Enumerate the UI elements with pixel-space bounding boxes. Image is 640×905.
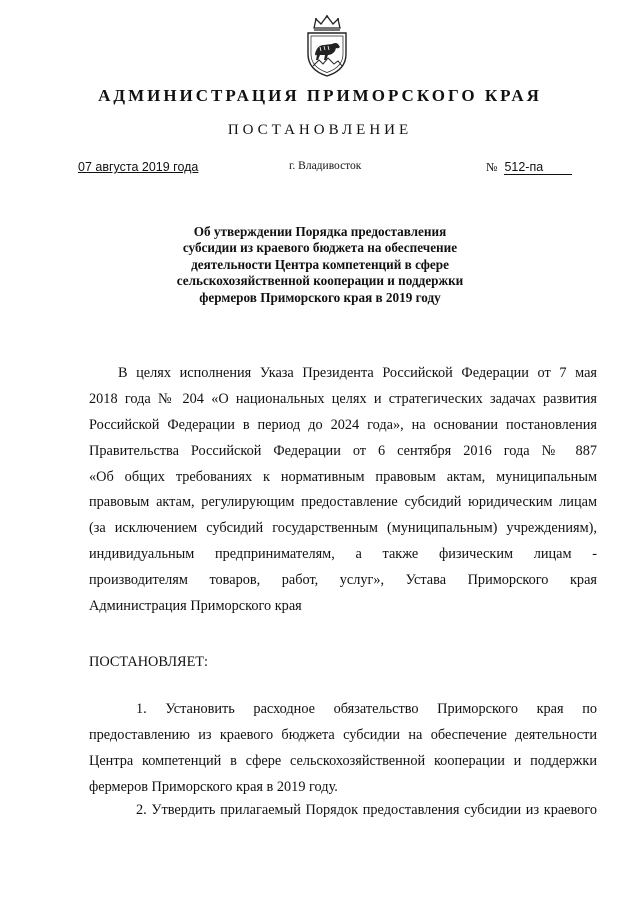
title-line: фермеров Приморского края в 2019 году xyxy=(199,289,441,305)
organization-name: АДМИНИСТРАЦИЯ ПРИМОРСКОГО КРАЯ xyxy=(98,86,542,105)
preamble-line: (за исключением субсидий государственным (муниципальным) учреждениям), xyxy=(89,520,597,537)
preamble-line: 2018 года № 204 «О национальных целях и стратегических задачах развития xyxy=(89,390,597,407)
decree-word: ПОСТАНОВЛЯЕТ: xyxy=(89,654,209,670)
preamble-line: правовым актам, регулирующим предоставление субсидий юридическим лицам xyxy=(89,494,597,511)
preamble-line: В целях исполнения Указа Президента Российской Федерации от 7 мая xyxy=(118,365,597,381)
item-1-line: 1. Установить расходное обязательство Приморского края по xyxy=(136,701,597,717)
item-1-line: предоставлению из краевого бюджета субсидии на обеспечение деятельности xyxy=(89,726,597,743)
title-line: деятельности Центра компетенций в сфере xyxy=(191,256,449,272)
title-line: сельскохозяйственной кооперации и поддержки xyxy=(176,273,464,289)
document-number: 512-па xyxy=(504,161,572,175)
item-1-line: фермеров Приморского края в 2019 году. xyxy=(89,778,338,795)
preamble-line: Российской Федерации в период до 2024 года», на основании постановления xyxy=(89,416,597,433)
item-2-line: 2. Утвердить прилагаемый Порядок предоставления субсидии из краевого xyxy=(136,802,597,818)
document-number-block xyxy=(486,160,572,175)
coat-of-arms-icon xyxy=(302,14,352,78)
document-date: 07 августа 2019 года xyxy=(78,160,199,174)
document-type: ПОСТАНОВЛЕНИЕ xyxy=(227,122,413,138)
preamble-line: «Об общих требованиях к нормативным правовым актам, муниципальным xyxy=(89,468,597,485)
preamble-paragraph xyxy=(89,361,597,620)
document-title xyxy=(150,224,490,306)
title-line: Об утверждении Порядка предоставления xyxy=(193,224,447,239)
preamble-line: Администрация Приморского края xyxy=(89,598,302,615)
preamble-line: производителям товаров, работ, услуг», Устава Приморского края xyxy=(89,572,597,589)
title-line: субсидии из краевого бюджета на обеспечение xyxy=(182,240,458,256)
item-1-line: Центра компетенций в сфере сельскохозяйственной кооперации и поддержки xyxy=(89,752,597,769)
document-city: г. Владивосток xyxy=(289,160,362,172)
item-2-paragraph xyxy=(89,798,597,824)
number-sign: № xyxy=(486,160,498,174)
item-1-paragraph xyxy=(89,697,597,801)
preamble-line: Правительства Российской Федерации от 6 сентября 2016 года № 887 xyxy=(89,442,597,459)
preamble-line: индивидуальным предпринимателям, а также физическим лицам - xyxy=(89,546,597,563)
